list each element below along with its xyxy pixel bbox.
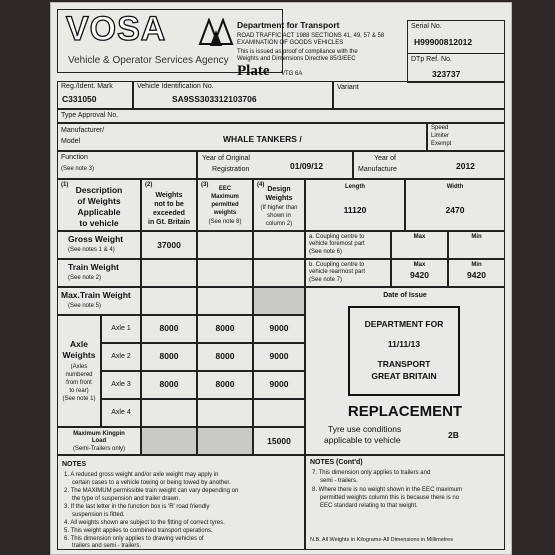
stamp-line2: 11/11/13 [387,339,421,349]
plating-certificate [50,2,512,555]
axle-2-cell-1 [101,343,141,371]
axle-weight-value: 9000 [269,323,289,333]
serial-box [407,20,505,54]
axle-4-cell-1 [101,399,141,427]
note-4: 4. All weights shown are subject to the fitting of correct tyres. [64,520,225,526]
kingpin-col3-hatched [197,427,253,455]
axle-group-label [57,315,101,427]
acts-line1: ROAD TRAFFIC ACT 1988 SECTIONS 41, 49, 57 & 58 [237,33,385,39]
axle-3-cell-3 [197,371,253,399]
col3-line3: permitted [211,202,239,208]
dtp-value: 323737 [432,69,461,79]
maxtrain-col3 [197,287,253,315]
speed-label-3: Exempt [431,141,452,147]
length-box [305,179,405,231]
coupling-b-min-label: Min [471,262,482,268]
col4-line4: shown in [267,213,291,219]
axle-2-cell-3 [197,343,253,371]
coupling-a-note: (See note 6) [309,249,343,255]
note-8a: 8. Where there is no weight shown in the EEC maximum [312,487,463,493]
axle-3-cell-2 [141,371,197,399]
col3-line1: EEC [218,186,232,192]
axle-3-cell-1 [101,371,141,399]
maxtrain-label-box [57,287,141,315]
units-footer: N.B. All Weights in Kilograms-All Dimensions in Millimetres [310,537,453,543]
axle-2-cell-4 [253,343,305,371]
replacement-label: REPLACEMENT [347,403,463,420]
reg-value: C331050 [62,94,97,104]
vosa-logo: VOSA [66,10,167,48]
col4-line1: Design [267,186,291,193]
tyre-line2: applicable to vehicle [324,435,401,445]
axle-note-3: from front [66,380,92,386]
kingpin-col4-value: 15000 [267,436,291,446]
tyre-value: 2B [448,430,459,440]
note-8b: permitted weights column this is because there is no [320,495,460,501]
serial-value: H99900812012 [414,37,473,47]
col4-line5: column 2) [265,221,293,227]
function-box [57,151,197,179]
axle-weight-value: 9000 [269,379,289,389]
maxtrain-note: (See note 5) [68,303,102,309]
notes-title: NOTES [62,461,87,468]
train-col4 [253,259,305,287]
coupling-b-min-value: 9420 [467,270,486,280]
axle-note-4: to rear) [69,388,89,394]
col4-num: (4) [257,182,265,188]
axle-1-cell-3 [197,315,253,343]
note-3b: suspension is fitted. [72,512,125,518]
axle-weight-value: 8000 [159,323,179,333]
kingpin-col4 [253,427,305,455]
coupling-b-line2: vehicle rearmost part [309,269,366,275]
date-of-issue-label: Date of Issue [383,292,427,299]
kingpin-col2-hatched [141,427,197,455]
axle-weight-value: 9000 [269,351,289,361]
col2-line1: Weights [155,192,183,199]
axle-label: Axle 3 [111,381,131,388]
form-code: VTG 6A [281,71,303,77]
reg-box [57,81,133,109]
length-value: 11120 [343,205,367,215]
function-label: Function [61,154,88,161]
gross-col2 [141,231,197,259]
axle-label-2: Weights [62,350,96,360]
coupling-b-min [448,259,505,287]
axle-weight-value: 8000 [215,379,235,389]
note-6b: trailers and semi - trailers. [72,543,142,549]
gross-col3 [197,231,253,259]
reg-label: Reg./Ident. Mark [61,83,113,90]
axle-weight-value: 8000 [159,351,179,361]
vin-value: SA9SS303312103706 [172,94,257,104]
type-approval-box [57,109,505,123]
coupling-b-max-value: 9420 [410,270,429,280]
tyre-line1: Tyre use conditions [328,424,402,434]
orig-reg-value: 01/09/12 [290,161,324,171]
coupling-a-line1: a. Coupling centre to [309,234,365,240]
note-1a: 1. A reduced gross weight and/or axle weight may apply in [64,472,219,478]
col1-line1: Description [75,185,123,195]
note-3a: 3. If the last letter in the function box is 'R' road friendly [64,504,210,510]
col1-line3: Applicable [77,207,121,217]
col3-line5: (See note 8) [208,219,242,225]
vin-label: Vehicle Identification No. [137,83,214,90]
manuf-label-2: Manufacture [358,166,397,173]
vin-box [133,81,333,109]
coupling-b-max-label: Max [413,262,426,268]
train-col3 [197,259,253,287]
speed-limiter-box [427,123,505,151]
axle-note-5: (See note 1) [62,396,96,402]
notes-cont-title: NOTES (Cont'd) [310,459,363,466]
col2-num: (2) [145,182,153,188]
dept-name: Department for Transport [237,20,340,30]
manufacturer-label-2: Model [61,138,81,145]
axle-1-cell-2 [141,315,197,343]
axle-label-1: Axle [70,339,88,349]
coupling-a-max [391,231,448,259]
coupling-a-min [448,231,505,259]
gross-note: (See notes 1 & 4) [68,247,115,253]
compliance-line2: Weights and Dimensions Directive 85/3/EEC [237,56,356,62]
col1-line4: to vehicle [79,218,119,228]
speed-label-2: Limiter [431,133,450,139]
axle-note-2: numbered [65,372,93,378]
axle-4-cell-3 [197,399,253,427]
kingpin-line1: Maximum Kingpin [73,431,125,437]
function-note: (See note 3) [61,166,95,172]
axle-1-cell-4 [253,315,305,343]
serial-label: Serial No. [411,23,442,30]
length-label: Length [345,184,365,190]
note-2a: 2. The MAXIMUM permissible train weight can vary depending on [64,488,239,494]
axle-1-cell-1 [101,315,141,343]
col4-line2: Weights [265,195,293,202]
note-1b: certain cases to a vehicle towing or being towed by another. [72,480,231,486]
note-7a: 7. This dimension only applies to trailers and [312,470,431,476]
coupling-a-min-label: Min [471,234,482,240]
orig-reg-label-1: Year of Original [202,155,250,162]
col2-line2: not to be [154,201,184,208]
gross-col2-value: 37000 [157,240,181,250]
coupling-a-max-label: Max [413,234,426,240]
agency-name: Vehicle & Operator Services Agency [68,55,229,66]
original-registration-box [197,151,353,179]
axle-4-cell-2 [141,399,197,427]
axle-label: Axle 1 [111,325,131,332]
manufacturer-value: WHALE TANKERS / [223,134,302,144]
coupling-b-note: (See note 7) [309,277,343,283]
kingpin-label-box [57,427,141,455]
col1-header [57,179,141,231]
axle-label: Axle 2 [111,353,131,360]
maxtrain-col2 [141,287,197,315]
col3-line4: weights [213,210,237,216]
note-6a: 6. This dimension only applies to drawing vehicles of [64,536,204,542]
speed-label-1: Speed [431,125,449,131]
note-5: 5. This weight applies to combined transport operations. [64,528,213,534]
triangles-logo-icon [198,18,242,50]
col3-line2: Maximum [211,194,239,200]
notes-left [57,455,305,550]
axle-note-1: (Axles [70,364,88,370]
col1-num: (1) [61,182,69,188]
train-label-box [57,259,141,287]
axle-weight-value: 8000 [159,379,179,389]
coupling-a-box [305,231,391,259]
compliance-line1: This is issued as proof of compliance with the [237,49,358,55]
variant-label: Variant [337,84,359,91]
coupling-b-box [305,259,391,287]
maxtrain-label: Max.Train Weight [61,290,131,300]
gross-col4 [253,231,305,259]
col2-line3: exceeded [153,210,185,217]
manufacturer-box [57,123,427,151]
coupling-a-line2: vehicle foremost part [309,241,365,247]
axle-3-cell-4 [253,371,305,399]
col3-header [197,179,253,231]
note-8c: EEC standard relating to that weight. [320,503,418,509]
dtp-label: DTp Ref. No. [411,56,452,63]
note-7b: semi - trailers. [320,478,358,484]
col1-line2: of Weights [77,196,121,206]
axle-2-cell-2 [141,343,197,371]
coupling-b-line1: b. Coupling centre to [309,262,365,268]
kingpin-note: (Semi-Trailers only) [72,446,126,452]
issue-stamp [348,306,460,396]
width-label: Width [446,184,464,190]
gross-label: Gross Weight [68,234,124,244]
col4-header [253,179,305,231]
axle-label: Axle 4 [111,409,131,416]
stamp-line4: GREAT BRITAIN [371,371,437,381]
manufacture-year-box [353,151,505,179]
train-label: Train Weight [68,262,119,272]
maxtrain-col4-hatched [253,287,305,315]
coupling-b-max [391,259,448,287]
width-box [405,179,505,231]
col2-header [141,179,197,231]
issue-section [305,287,505,455]
axle-4-cell-4 [253,399,305,427]
manuf-year-value: 2012 [456,161,475,171]
stamp-line1: DEPARTMENT FOR [364,319,444,329]
axle-weight-value: 8000 [215,351,235,361]
manufacturer-label-1: Manufacturer/ [61,127,105,134]
notes-right [305,455,505,550]
train-col2 [141,259,197,287]
note-2b: the type of suspension and trailer drawn. [72,496,181,502]
manuf-label-1: Year of [374,155,396,162]
stamp-line3: TRANSPORT [377,359,431,369]
dtp-box [407,53,505,83]
acts-line2: EXAMINATION OF GOODS VEHICLES [237,40,344,46]
plate-title: Plate [237,63,270,79]
kingpin-line2: Load [91,438,107,444]
col2-line4: in Gt. Britain [148,219,190,226]
col4-line3: (If higher than [260,205,298,211]
axle-weight-value: 8000 [215,323,235,333]
width-value: 2470 [445,205,465,215]
variant-box [333,81,505,109]
train-note: (See note 2) [68,275,102,281]
type-approval-label: Type Approval No. [61,112,119,119]
gross-label-box [57,231,141,259]
orig-reg-label-2: Registration [212,166,250,173]
col3-num: (3) [201,182,209,188]
